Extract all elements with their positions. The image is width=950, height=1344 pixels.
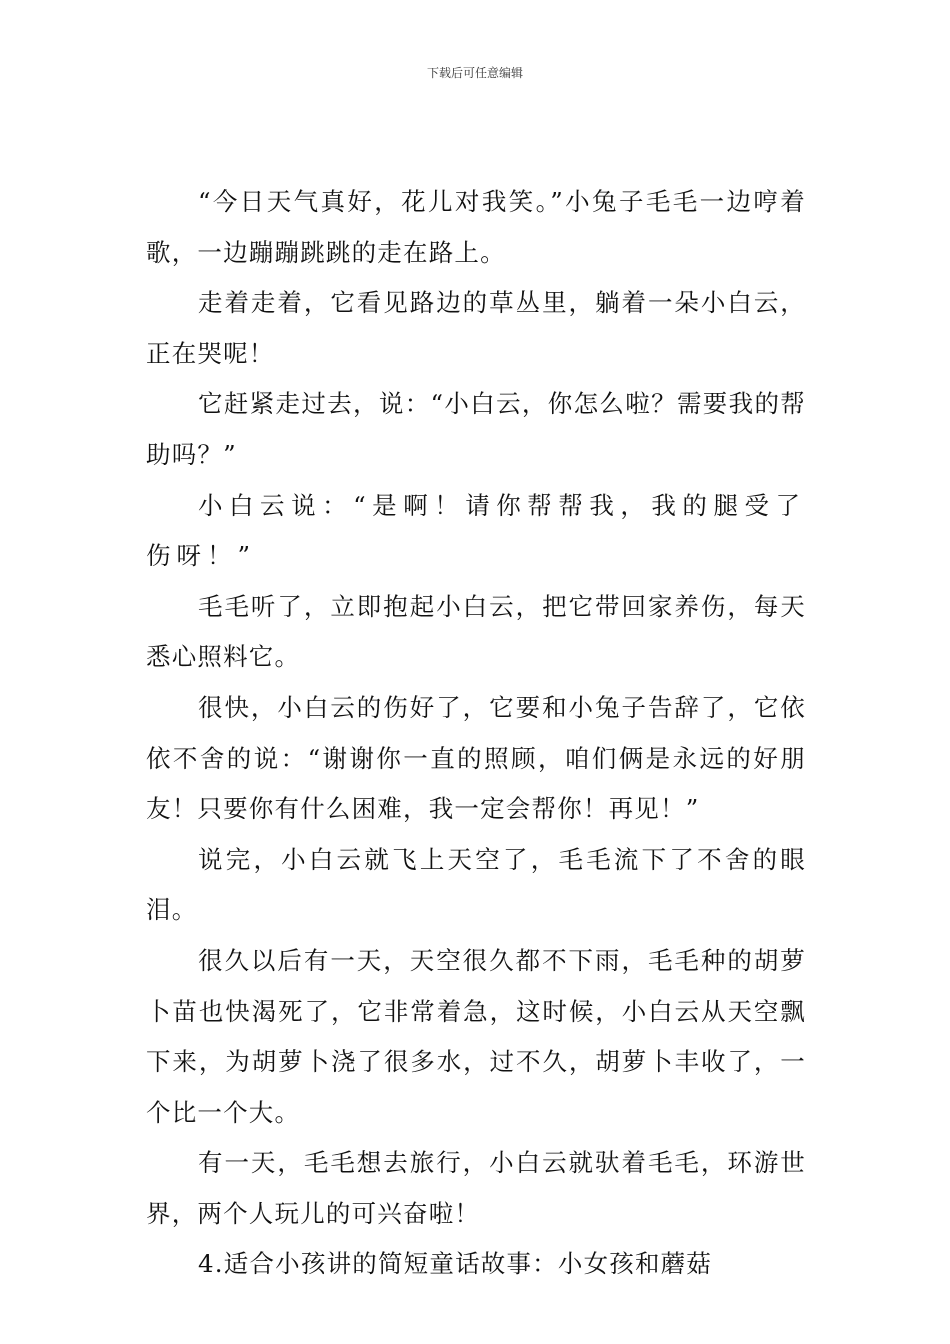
paragraph-9: 有一天，毛毛想去旅行，小白云就驮着毛毛，环游世界，两个人玩儿的可兴奋啦！ — [146, 1148, 806, 1228]
paragraph-2: 走着走着，它看见路边的草丛里，躺着一朵小白云，正在哭呢！ — [146, 288, 806, 368]
paragraph-7: 说完，小白云就飞上天空了，毛毛流下了不舍的眼泪。 — [146, 844, 806, 925]
paragraph-1: “今日天气真好，花儿对我笑。”小兔子毛毛一边哼着歌，一边蹦蹦跳跳的走在路上。 — [146, 187, 806, 267]
story-body — [146, 177, 806, 1290]
page-header: 下载后可任意编辑 — [426, 66, 523, 80]
section-heading: 4.适合小孩讲的简短童话故事：小女孩和蘑菇 — [198, 1249, 713, 1279]
paragraph-3: 它赶紧走过去，说：“小白云，你怎么啦？需要我的帮助吗？” — [146, 389, 806, 469]
paragraph-4: 小白云说：“是啊！请你帮帮我，我的腿受了伤呀！” — [146, 490, 806, 571]
paragraph-6: 很快，小白云的伤好了，它要和小兔子告辞了，它依依不舍的说：“谢谢你一直的照顾，咱们俩是永远的好朋友！只要你有什么困难，我一定会帮你！再见！” — [146, 692, 806, 824]
paragraph-5: 毛毛听了，立即抱起小白云，把它带回家养伤，每天悉心照料它。 — [146, 591, 806, 672]
paragraph-8: 很久以后有一天，天空很久都不下雨，毛毛种的胡萝卜苗也快渴死了，它非常着急，这时候，小白云从天空飘下来，为胡萝卜浇了很多水，过不久，胡萝卜丰收了，一个比一个大。 — [146, 945, 806, 1127]
